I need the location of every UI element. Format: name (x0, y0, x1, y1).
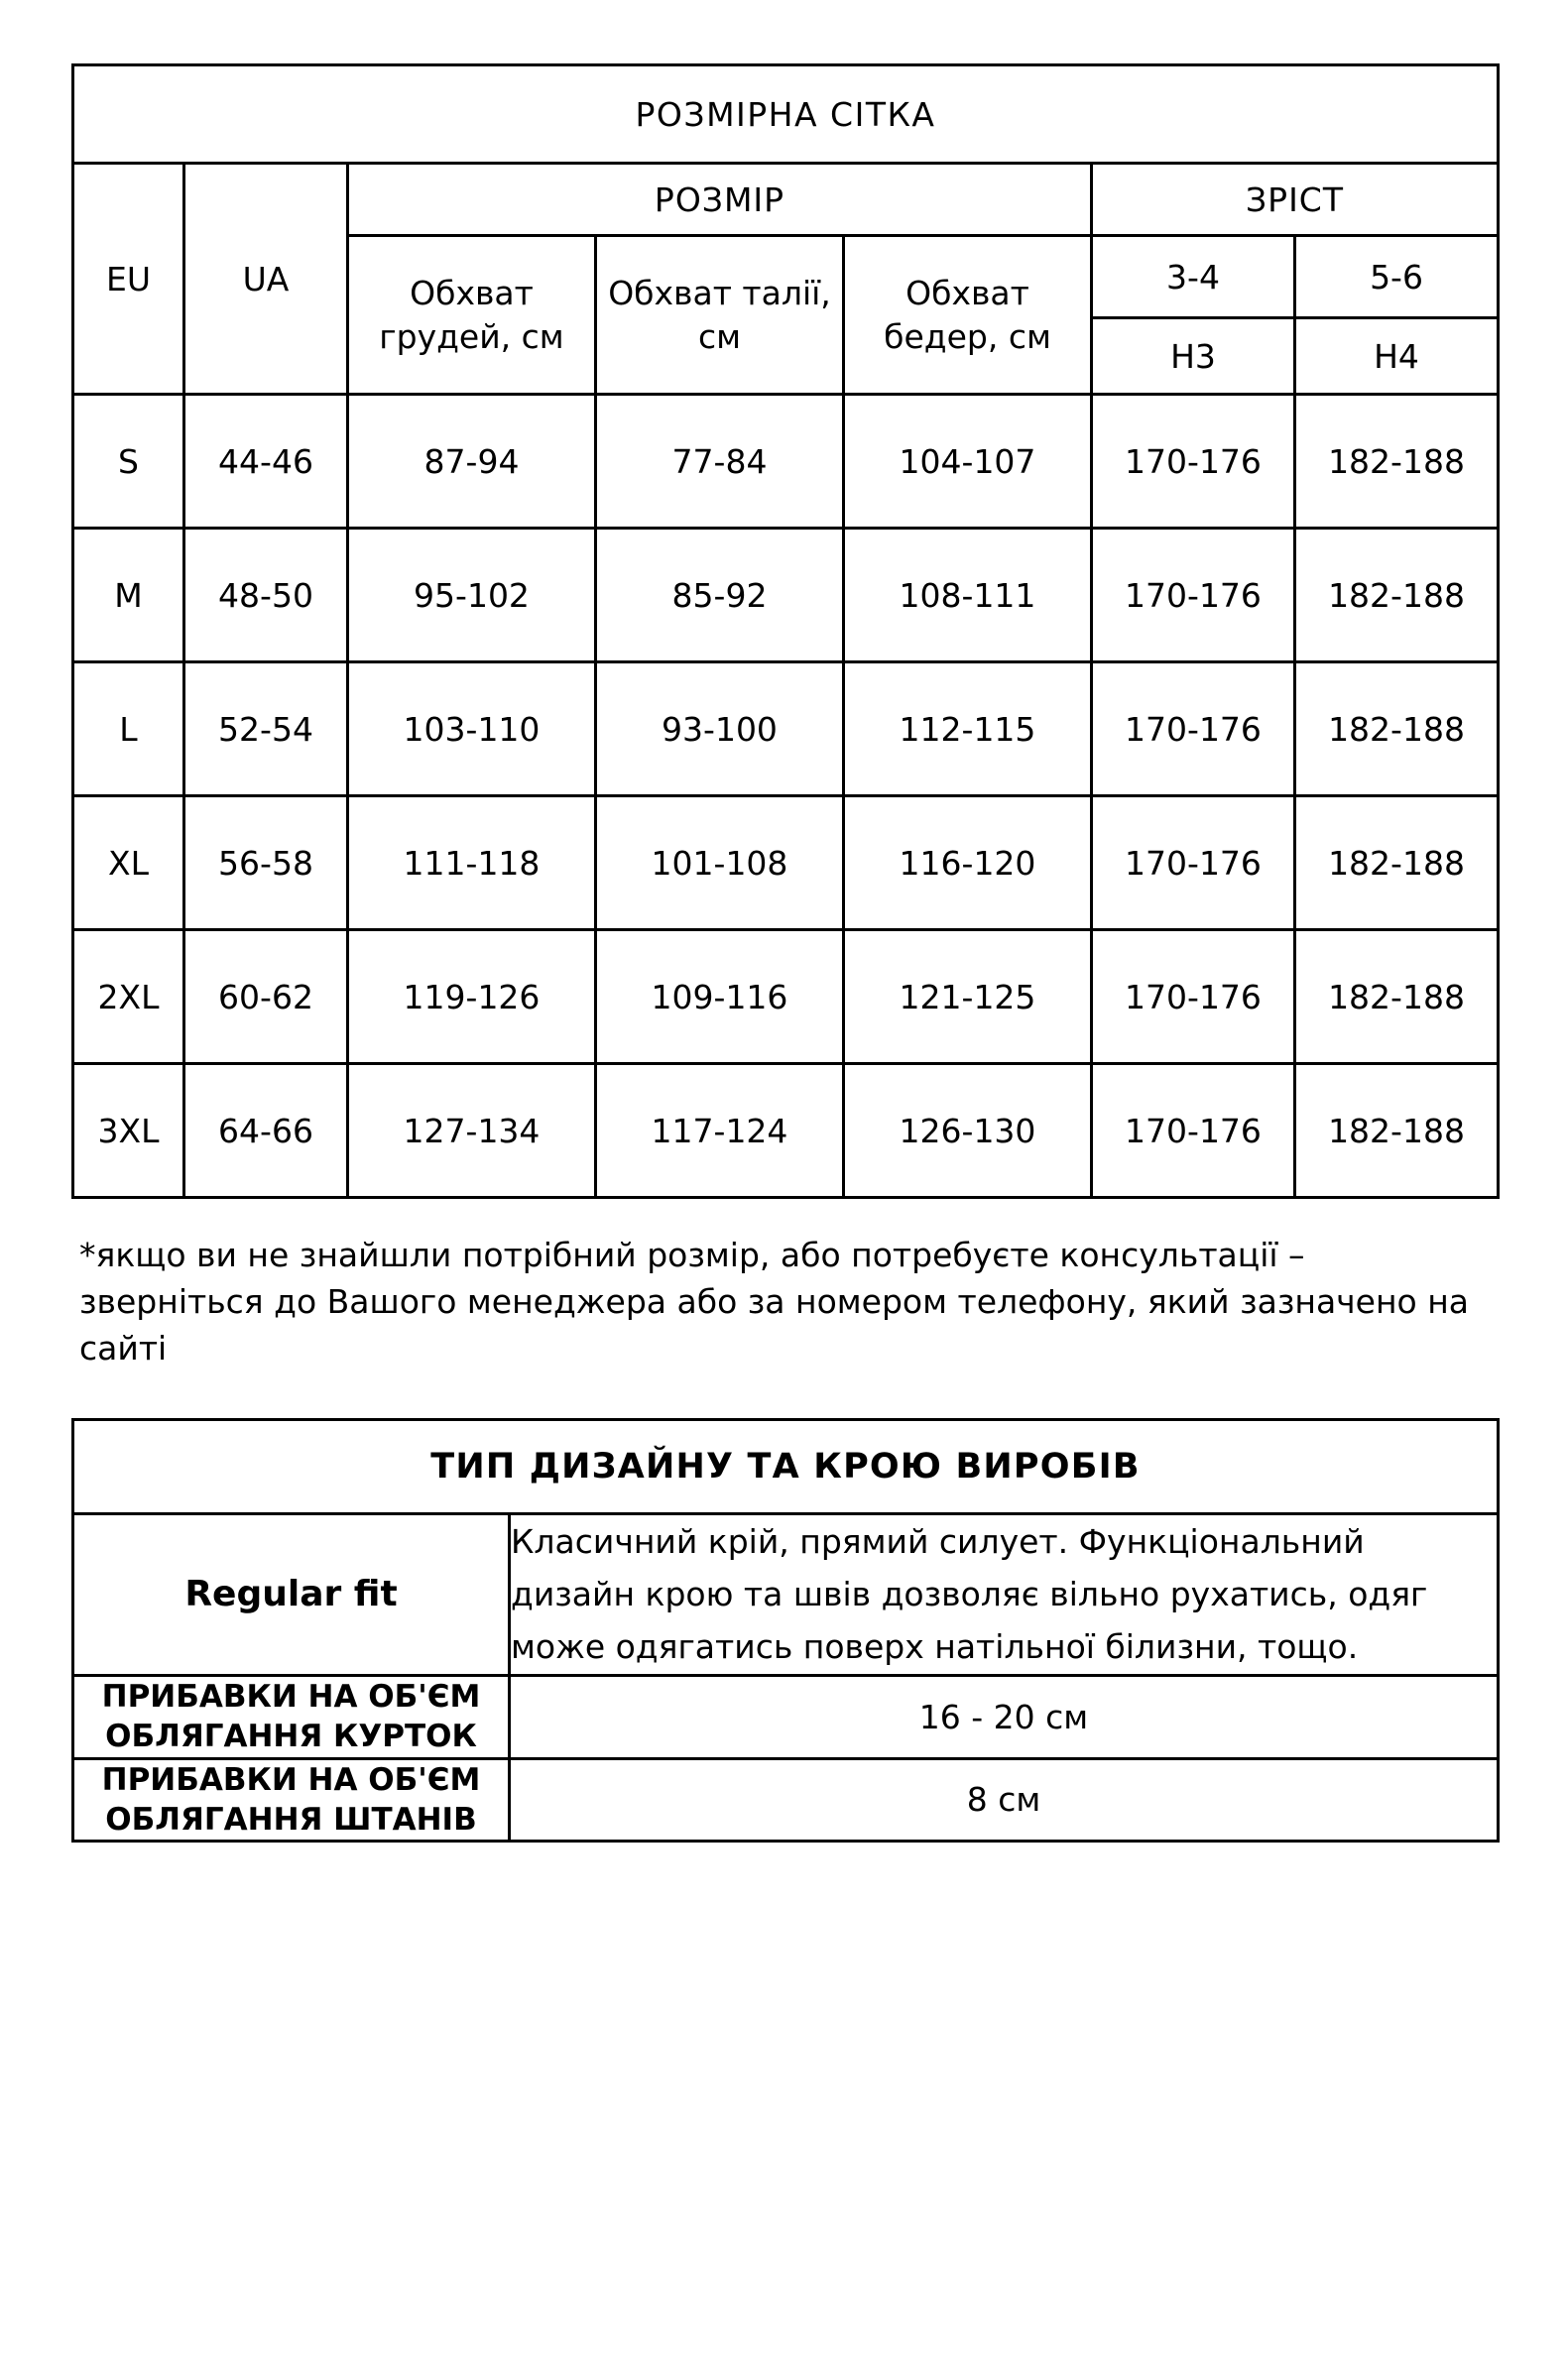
column-header-height-1: 3-4 (1092, 236, 1295, 318)
cell-height-2: 182-188 (1295, 930, 1499, 1064)
cell-ua: 56-58 (184, 796, 348, 930)
cell-waist: 77-84 (596, 395, 844, 529)
cell-chest: 111-118 (348, 796, 596, 930)
cell-waist: 85-92 (596, 529, 844, 662)
cell-chest: 95-102 (348, 529, 596, 662)
column-header-eu: EU (73, 164, 184, 395)
cell-eu: XL (73, 796, 184, 930)
design-table-fit-row (73, 1513, 1499, 1675)
cell-chest: 127-134 (348, 1064, 596, 1198)
cell-ua: 64-66 (184, 1064, 348, 1198)
cell-ua: 48-50 (184, 529, 348, 662)
size-table-title-row (73, 65, 1499, 164)
cell-chest: 119-126 (348, 930, 596, 1064)
cell-height-2: 182-188 (1295, 662, 1499, 796)
cell-chest: 103-110 (348, 662, 596, 796)
column-header-chest: Обхват грудей, см (348, 236, 596, 395)
cell-height-2: 182-188 (1295, 529, 1499, 662)
fit-description: Класичний крій, прямий силует. Функціональний дизайн крою та швів дозволяє вільно рухатись, одяг може одягатись поверх натільної білизни, тощо. (510, 1513, 1499, 1675)
table-row (73, 529, 1499, 662)
cell-hips: 104-107 (844, 395, 1092, 529)
table-row (73, 930, 1499, 1064)
allowance-label-pants: ПРИБАВКИ НА ОБ'ЄМ ОБЛЯГАННЯ ШТАНІВ (73, 1758, 510, 1842)
cell-height-1: 170-176 (1092, 662, 1295, 796)
design-table (71, 1418, 1500, 1844)
cell-hips: 126-130 (844, 1064, 1092, 1198)
cell-height-1: 170-176 (1092, 1064, 1295, 1198)
cell-hips: 121-125 (844, 930, 1092, 1064)
table-row (73, 395, 1499, 529)
design-table-row (73, 1758, 1499, 1842)
column-header-ua: UA (184, 164, 348, 395)
design-table-title-row (73, 1419, 1499, 1513)
fit-label: Regular fit (73, 1513, 510, 1675)
cell-height-2: 182-188 (1295, 395, 1499, 529)
cell-height-2: 182-188 (1295, 796, 1499, 930)
size-table-title: РОЗМІРНА СІТКА (73, 65, 1499, 164)
cell-waist: 93-100 (596, 662, 844, 796)
design-table-title: ТИП ДИЗАЙНУ ТА КРОЮ ВИРОБІВ (73, 1419, 1499, 1513)
column-header-height-2: 5-6 (1295, 236, 1499, 318)
cell-eu: 3XL (73, 1064, 184, 1198)
size-table-group-header-row (73, 164, 1499, 236)
cell-hips: 108-111 (844, 529, 1092, 662)
size-chart-note: *якщо ви не знайшли потрібний розмір, або потребуєте консультації – зверніться до Вашого менеджера або за номером телефону, який зазначено на сайті (79, 1236, 1470, 1368)
allowance-value-pants: 8 см (510, 1758, 1499, 1842)
group-header-size: РОЗМІР (348, 164, 1092, 236)
cell-height-1: 170-176 (1092, 930, 1295, 1064)
cell-ua: 44-46 (184, 395, 348, 529)
cell-eu: S (73, 395, 184, 529)
cell-height-2: 182-188 (1295, 1064, 1499, 1198)
table-row (73, 1064, 1499, 1198)
cell-hips: 116-120 (844, 796, 1092, 930)
column-header-waist: Обхват талії, см (596, 236, 844, 395)
allowance-label-jackets: ПРИБАВКИ НА ОБ'ЄМ ОБЛЯГАННЯ КУРТОК (73, 1675, 510, 1758)
size-table (71, 63, 1500, 1199)
cell-height-1: 170-176 (1092, 796, 1295, 930)
cell-eu: M (73, 529, 184, 662)
cell-ua: 60-62 (184, 930, 348, 1064)
allowance-value-jackets: 16 - 20 см (510, 1675, 1499, 1758)
table-row (73, 662, 1499, 796)
cell-waist: 117-124 (596, 1064, 844, 1198)
group-header-height: ЗРІСТ (1092, 164, 1499, 236)
cell-waist: 101-108 (596, 796, 844, 930)
cell-height-1: 170-176 (1092, 395, 1295, 529)
cell-ua: 52-54 (184, 662, 348, 796)
table-row (73, 796, 1499, 930)
cell-eu: 2XL (73, 930, 184, 1064)
column-header-hips: Обхват бедер, см (844, 236, 1092, 395)
column-header-height-1-code: Н3 (1092, 318, 1295, 395)
column-header-height-2-code: Н4 (1295, 318, 1499, 395)
cell-chest: 87-94 (348, 395, 596, 529)
cell-hips: 112-115 (844, 662, 1092, 796)
cell-eu: L (73, 662, 184, 796)
design-table-row (73, 1675, 1499, 1758)
cell-waist: 109-116 (596, 930, 844, 1064)
cell-height-1: 170-176 (1092, 529, 1295, 662)
